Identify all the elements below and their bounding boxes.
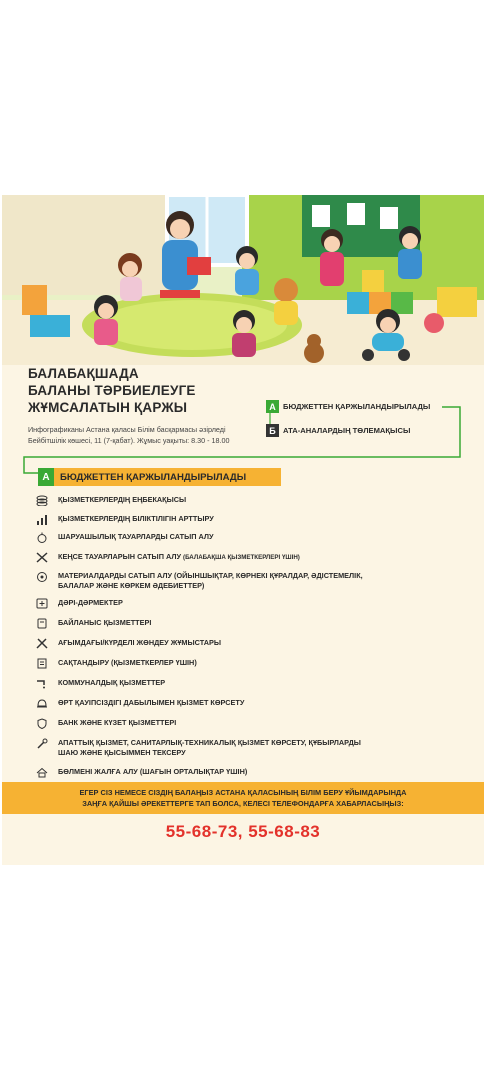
list-item — [34, 767, 464, 778]
legend-badge: Б — [266, 424, 279, 437]
list-item — [34, 638, 464, 649]
list-item — [34, 495, 464, 506]
list-item-line: МАТЕРИАЛДАРДЫ САТЫП АЛУ (ОЙЫНШЫҚТАР, КӨРНЕКІ ҚҰРАЛДАР, ӘДІСТЕМЕЛІК, — [58, 571, 363, 580]
list-item — [34, 698, 464, 709]
list-item-text: БАЙЛАНЫС ҚЫЗМЕТТЕРІ — [58, 618, 152, 627]
list-item-line: АПАТТЫҚ ҚЫЗМЕТ, САНИТАРЛЫҚ-ТЕХНИКАЛЫҚ ҚЫЗМЕТ КӨРСЕТУ, ҚҰБЫРЛАРДЫ — [58, 738, 361, 747]
list-item-line: ШАЮ ЖӘНЕ ҚЫСЫММЕН ТЕКСЕРУ — [58, 748, 186, 757]
list-item — [34, 658, 464, 669]
list-item-text: ШАРУАШЫЛЫҚ ТАУАРЛАРДЫ САТЫП АЛУ — [58, 532, 214, 541]
growth-chart-icon — [34, 514, 50, 525]
wrench-icon — [34, 738, 50, 749]
list-item-text: ДӘРІ-ДӘРМЕКТЕР — [58, 598, 123, 607]
toy-icon — [34, 571, 50, 582]
list-item — [34, 618, 464, 629]
list-item-text: ӨРТ ҚАУІПСІЗДІГІ ДАБЫЛЫМЕН ҚЫЗМЕТ КӨРСЕТУ — [58, 698, 245, 707]
medicine-icon — [34, 598, 50, 609]
section-badge: А — [38, 468, 54, 486]
legend-badge: А — [266, 400, 279, 413]
scissors-icon — [34, 552, 50, 563]
expense-list — [34, 495, 464, 778]
list-item — [34, 514, 464, 525]
list-item — [34, 738, 464, 758]
title-line: БАЛАНЫ ТӘРБИЕЛЕУГЕ — [28, 383, 196, 398]
notice-line: ЕГЕР СІЗ НЕМЕСЕ СІЗДІҢ БАЛАҢЫЗ АСТАНА ҚАЛАСЫНЫҢ БІЛІМ БЕРУ ҰЙЫМДАРЫНДА — [79, 788, 407, 797]
list-item — [34, 532, 464, 543]
list-item-line: БАЛАЛАР ЖӘНЕ КӨРКЕМ ӘДЕБИЕТТЕР) — [58, 581, 205, 590]
house-icon — [34, 767, 50, 778]
tools-icon — [34, 638, 50, 649]
list-item-text: САҚТАНДЫРУ (ҚЫЗМЕТКЕРЛЕР ҮШІН) — [58, 658, 197, 667]
apple-icon — [34, 532, 50, 543]
legend-connector — [2, 195, 484, 495]
shield-icon — [34, 718, 50, 729]
list-item-text — [58, 571, 363, 591]
list-item-text: ҚЫЗМЕТКЕРЛЕРДІҢ БІЛІКТІЛІГІН АРТТЫРУ — [58, 514, 214, 523]
section-label: БЮДЖЕТТЕН ҚАРЖЫЛАНДЫРЫЛАДЫ — [60, 471, 247, 483]
insurance-icon — [34, 658, 50, 669]
coins-icon — [34, 495, 50, 506]
list-item-text: АҒЫМДАҒЫ/КҮРДЕЛІ ЖӨНДЕУ ЖҰМЫСТАРЫ — [58, 638, 221, 647]
list-item — [34, 718, 464, 729]
infographic-poster — [2, 195, 484, 865]
legend-item-parents — [266, 424, 410, 437]
section-header — [38, 468, 281, 486]
notice-banner — [2, 782, 484, 814]
list-item — [34, 678, 464, 689]
subtitle-line: Бейбітшілік көшесі, 11 (7-қабат). Жұмыс уақыты: 8.30 - 18.00 — [28, 436, 230, 445]
list-item-text — [58, 552, 300, 563]
list-item-text — [58, 738, 361, 758]
list-item — [34, 552, 464, 563]
list-item-text: БӨЛМЕНІ ЖАЛҒА АЛУ (ШАҒЫН ОРТАЛЫҚТАР ҮШІН) — [58, 767, 248, 776]
list-item-text: КОММУНАЛДЫҚ ҚЫЗМЕТТЕР — [58, 678, 166, 687]
title-line: БАЛАБАҚШАДА — [28, 366, 139, 381]
list-item-text: БАНК ЖӘНЕ КҮЗЕТ ҚЫЗМЕТТЕРІ — [58, 718, 177, 727]
notice-line: ЗАҢҒА ҚАЙШЫ ӘРЕКЕТТЕРГЕ ТАП БОЛСА, КЕЛЕСІ ТЕЛЕФОНДАРҒА ХАБАРЛАСЫҢЫЗ: — [82, 799, 404, 808]
legend-label: АТА-АНАЛАРДЫҢ ТӨЛЕМАҚЫСЫ — [283, 426, 411, 435]
faucet-icon — [34, 678, 50, 689]
phone-numbers: 55-68-73, 55-68-83 — [165, 822, 321, 841]
list-item-text: ҚЫЗМЕТКЕРЛЕРДІҢ ЕҢБЕКАҚЫСЫ — [58, 495, 187, 504]
list-item-main: КЕҢСЕ ТАУАРЛАРЫН САТЫП АЛУ — [58, 552, 181, 561]
list-item-note: (БАЛАБАҚША ҚЫЗМЕТКЕРЛЕРІ ҮШІН) — [183, 554, 300, 561]
legend-label: БЮДЖЕТТЕН ҚАРЖЫЛАНДЫРЫЛАДЫ — [283, 402, 431, 411]
legend-item-budget — [266, 400, 430, 413]
phone-icon — [34, 618, 50, 629]
alarm-icon — [34, 698, 50, 709]
subtitle-line: Инфографиканы Астана қаласы Білім басқармасы әзірледі — [28, 425, 226, 434]
title-line: ЖҰМСАЛАТЫН ҚАРЖЫ — [28, 400, 188, 415]
list-item — [34, 571, 464, 591]
list-item — [34, 598, 464, 609]
